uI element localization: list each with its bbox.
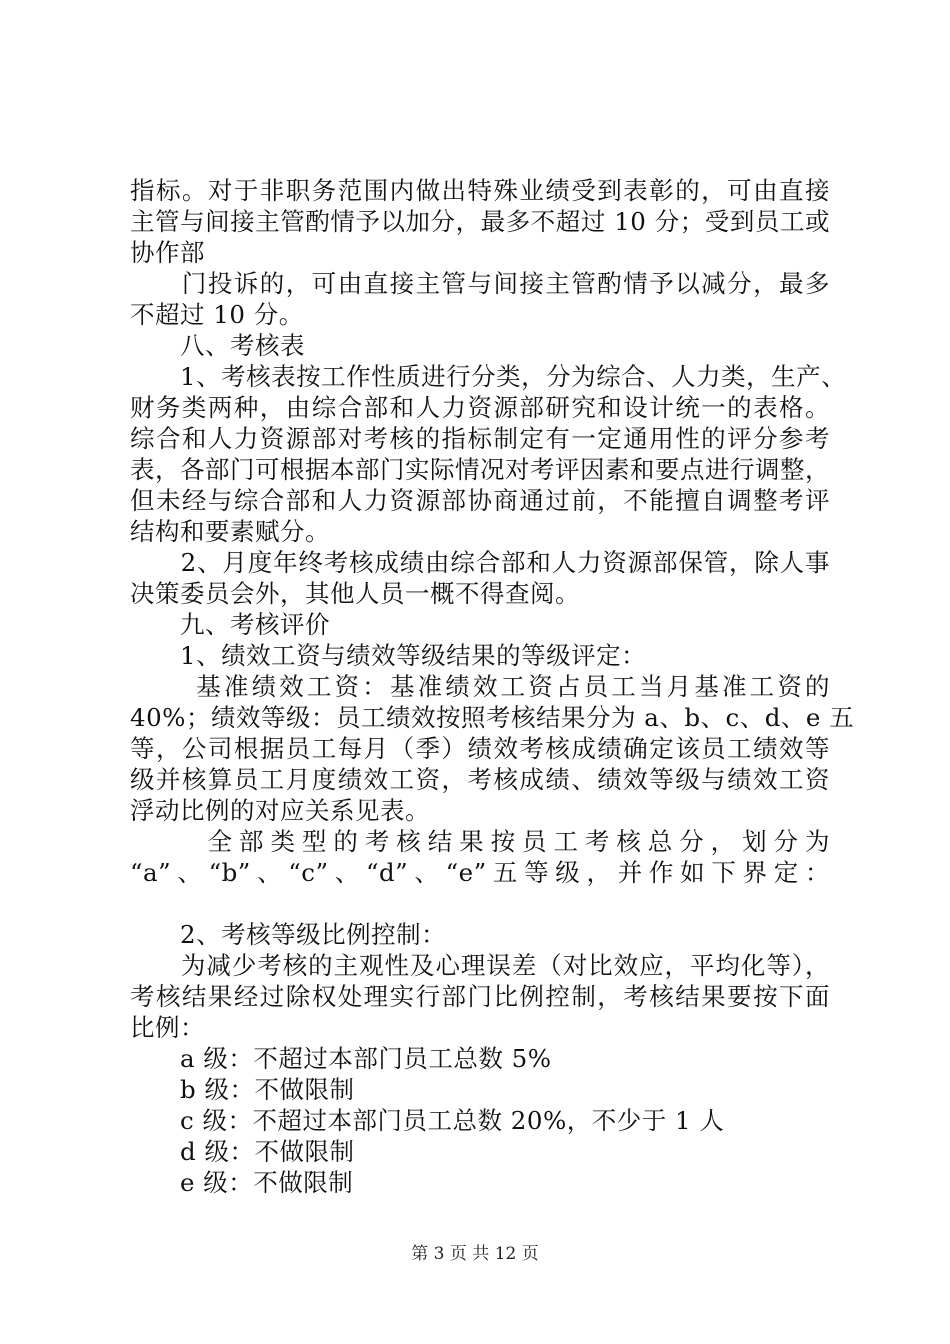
grade-item-d: d 级：不做限制 [130, 1137, 355, 1166]
body-line: 等，公司根据员工每月（季）绩效考核成绩确定该员工绩效等 [130, 734, 830, 763]
body-line: 浮动比例的对应关系见表。 [130, 796, 430, 825]
body-line: 综合和人力资源部对考核的指标制定有一定通用性的评分参考 [130, 424, 830, 453]
body-line: 决策委员会外，其他人员一概不得查阅。 [130, 579, 580, 608]
body-line: 1、绩效工资与绩效等级结果的等级评定： [130, 641, 647, 670]
body-line: 结构和要素赋分。 [130, 517, 330, 546]
body-line: 财务类两种，由综合部和人力资源部研究和设计统一的表格。 [130, 393, 830, 422]
section-heading: 八、考核表 [130, 331, 305, 360]
body-line: 基准绩效工资：基准绩效工资占员工当月基准工资的 [130, 672, 830, 701]
body-line: 门投诉的，可由直接主管与间接主管酌情予以减分，最多 [130, 269, 830, 298]
body-line: 40%；绩效等级：员工绩效按照考核结果分为 a、b、c、d、e 五 [130, 703, 855, 732]
body-line: 2、月度年终考核成绩由综合部和人力资源部保管，除人事 [130, 548, 830, 577]
grade-item-b: b 级：不做限制 [130, 1075, 355, 1104]
body-line: 比例： [130, 1013, 205, 1042]
body-line: 2、考核等级比例控制： [130, 920, 447, 949]
body-line: 但未经与综合部和人力资源部协商通过前，不能擅自调整考评 [130, 486, 830, 515]
body-line: 考核结果经过除权处理实行部门比例控制，考核结果要按下面 [130, 982, 830, 1011]
body-line: 级并核算员工月度绩效工资，考核成绩、绩效等级与绩效工资 [130, 765, 830, 794]
body-line: 指标。对于非职务范围内做出特殊业绩受到表彰的，可由直接 [130, 176, 830, 205]
grade-item-e: e 级：不做限制 [130, 1168, 354, 1197]
body-line: 主管与间接主管酌情予以加分，最多不超过 10 分；受到员工或 [130, 207, 830, 236]
body-line: “a”、“b”、“c”、“d”、“e”五等级，并作如下界定： [130, 858, 830, 887]
body-line: 1、考核表按工作性质进行分类，分为综合、人力类，生产、 [130, 362, 847, 391]
body-line: 为减少考核的主观性及心理误差（对比效应，平均化等）， [130, 951, 830, 980]
body-line: 不超过 10 分。 [130, 300, 304, 329]
body-line: 全部类型的考核结果按员工考核总分，划分为 [130, 827, 830, 856]
body-line: 表，各部门可根据本部门实际情况对考评因素和要点进行调整， [130, 455, 830, 484]
grade-item-a: a 级：不超过本部门员工总数 5% [130, 1044, 552, 1073]
grade-item-c: c 级：不超过本部门员工总数 20%，不少于 1 人 [130, 1106, 725, 1135]
section-heading: 九、考核评价 [130, 610, 330, 639]
page-number-footer: 第 3 页 共 12 页 [411, 1244, 539, 1264]
body-line: 协作部 [130, 238, 205, 267]
